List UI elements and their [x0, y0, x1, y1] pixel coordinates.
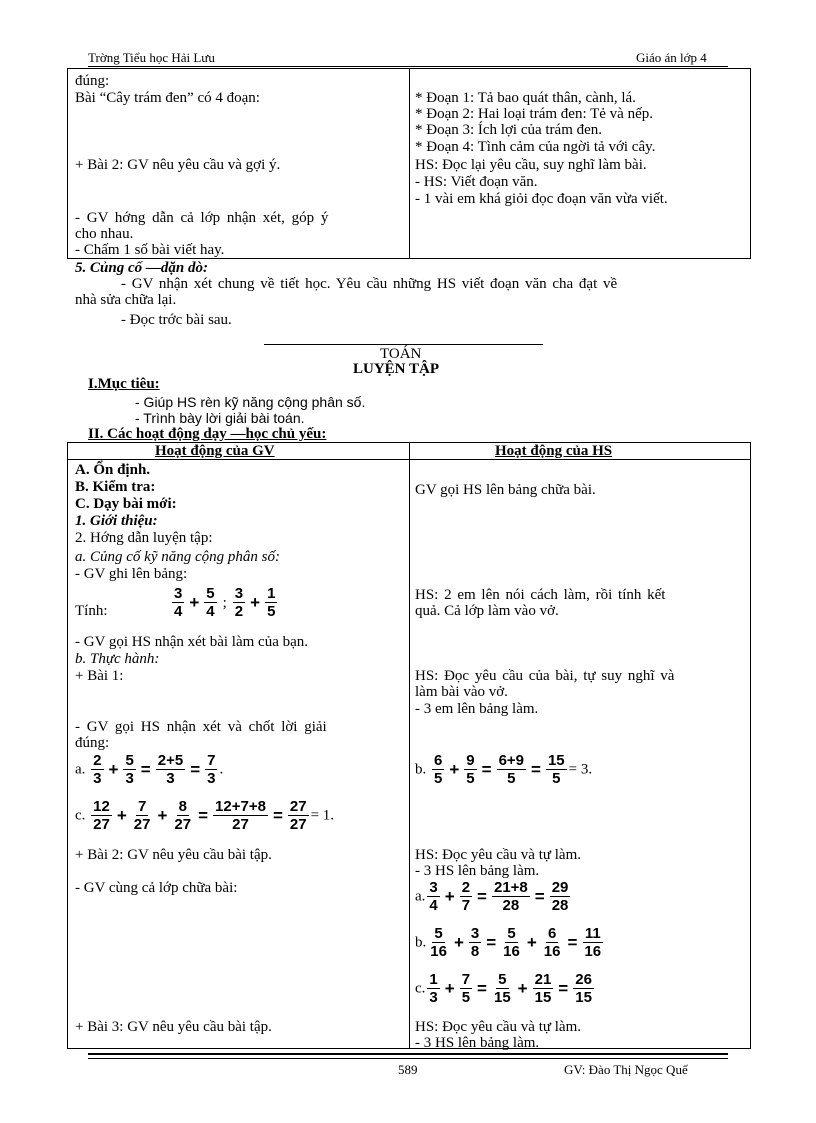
step-b: B. Kiểm tra: — [75, 479, 156, 495]
consolidation-line-2: - Đọc trớc bài sau. — [121, 312, 232, 328]
header-grade: Giáo án lớp 4 — [636, 50, 707, 65]
gv-call-2: đúng: — [75, 735, 110, 751]
fraction: $\frac{5}{15}$ — [493, 971, 511, 1006]
fraction: $\frac{3}{8}$ — [470, 925, 480, 960]
gv-fix: - GV cùng cả lớp chữa bài: — [75, 880, 238, 896]
hs-check: GV gọi HS lên bảng chữa bài. — [415, 482, 596, 498]
activities-title: II. Các hoạt động dạy —học chủ yếu: — [88, 426, 327, 442]
fraction: $\frac{5}{16}$ — [503, 925, 520, 960]
step-a: A. Ổn định. — [75, 462, 151, 478]
header-rule — [88, 66, 728, 67]
page-number: 589 — [398, 1062, 418, 1077]
fraction: $\frac{2}{7}$ — [461, 879, 471, 914]
fraction: $\frac{12+7+8}{27}$ — [215, 798, 266, 833]
exercise-a: a. $\frac{2}{3}$ + $\frac{5}{3}$ = $\frac{2+5}{3}$ = $\frac{7}{3}$ . — [75, 752, 224, 787]
bai-3-label: + Bài 3: GV nêu yêu cầu bài tập. — [75, 1019, 272, 1035]
hs-read-1: HS: Đọc yêu cầu của bài, tự suy nghĩ và — [415, 668, 675, 684]
hs-three-1: - 3 em lên bảng làm. — [415, 701, 539, 717]
bai-1-label: + Bài 1: — [75, 668, 124, 684]
bai-2-label: + Bài 2: GV nêu yêu cầu bài tập. — [75, 847, 272, 863]
paragraph-2: * Đoạn 2: Hai loại trám đen: Tẻ và nếp. — [415, 106, 653, 122]
top-right-line-1: HS: Đọc lại yêu cầu, suy nghĩ làm bài. — [415, 157, 647, 173]
fraction: $\frac{6+9}{5}$ — [498, 752, 525, 787]
fraction: $\frac{26}{15}$ — [575, 971, 592, 1006]
fraction: $\frac{1}{5}$ — [267, 585, 276, 620]
top-left-line-6: - Chấm 1 số bài viết hay. — [75, 242, 225, 258]
fraction: $\frac{9}{5}$ — [466, 752, 475, 787]
exercise-b: b. $\frac{6}{5}$ + $\frac{9}{5}$ = $\frac{6+9}{5}$ = $\frac{15}{5}$ = 3. — [415, 752, 593, 787]
fraction: $\frac{5}{4}$ — [206, 585, 215, 620]
hs-read-1b: làm bài vào vở. — [415, 684, 508, 700]
consolidation-title: 5. Củng cố —dặn dò: — [75, 260, 208, 276]
column-header-gv: Hoạt động của GV — [155, 443, 275, 459]
fraction: $\frac{3}{4}$ — [174, 585, 183, 620]
fraction: $\frac{11}{16}$ — [584, 925, 602, 960]
fraction: $\frac{3}{2}$ — [234, 585, 244, 620]
fraction: $\frac{2}{3}$ — [93, 752, 102, 787]
fraction: $\frac{1}{3}$ — [429, 971, 438, 1006]
gv-review: - GV gọi HS nhận xét bài làm của bạn. — [75, 634, 309, 650]
step-c2: 2. Hớng dẫn luyện tập: — [75, 530, 213, 546]
fraction: $\frac{6}{5}$ — [434, 752, 443, 787]
exercise-c: c. $\frac{12}{27}$ + $\frac{7}{27}$ + $\frac{8}{27}$ = $\frac{12+7+8}{27}$ = $\frac{27}{27}$ = 1. — [75, 798, 335, 833]
step-c1: 1. Giới thiệu: — [75, 513, 158, 529]
hs-three-2: - 3 HS lên bảng làm. — [415, 863, 540, 879]
top-left-line-5: cho nhau. — [75, 226, 134, 242]
column-header-hs: Hoạt động của HS — [495, 443, 613, 459]
fraction: $\frac{21}{15}$ — [534, 971, 552, 1006]
hs-two-2: quả. Cả lớp làm vào vở. — [415, 603, 559, 619]
top-left-line-4: - GV hớng dẫn cả lớp nhận xét, góp ý — [75, 210, 329, 226]
objective-1: - Giúp HS rèn kỹ năng cộng phân số. — [135, 394, 366, 410]
exercise-2c: c. $\frac{1}{3}$ + $\frac{7}{5}$ = $\frac{5}{15}$ + $\frac{21}{15}$ = $\frac{26}{15}$ — [415, 971, 592, 1006]
gv-call-1: - GV gọi HS nhận xét và chốt lời giải — [75, 719, 327, 735]
subject-title: TOÁN — [380, 346, 422, 362]
fraction: $\frac{15}{5}$ — [547, 752, 565, 787]
fraction: $\frac{7}{3}$ — [207, 752, 216, 787]
paragraph-4: * Đoạn 4: Tình cảm của ngời tả với cây. — [415, 139, 656, 155]
consolidation-line-1b: nhà sửa chữa lại. — [75, 292, 177, 308]
top-left-line-3: + Bài 2: GV nêu yêu cầu và gợi ý. — [75, 157, 281, 173]
objectives-title: I.Mục tiêu: — [88, 376, 160, 392]
fraction: $\frac{7}{5}$ — [461, 971, 471, 1006]
top-right-line-2: - HS: Viết đoạn văn. — [415, 174, 538, 190]
hs-two-1: HS: 2 em lên nói cách làm, rồi tính kết — [415, 587, 666, 603]
exercise-2a: a. $\frac{3}{4}$ + $\frac{2}{7}$ = $\frac{21+8}{28}$ = $\frac{29}{28}$ — [415, 879, 569, 914]
step-cb: b. Thực hành: — [75, 651, 160, 667]
tinh-expression: $\frac{3}{4}$ + $\frac{5}{4}$ ; $\frac{3}{2}$ + $\frac{1}{5}$ — [174, 585, 276, 620]
paragraph-1: * Đoạn 1: Tả bao quát thân, cành, lá. — [415, 90, 636, 106]
tinh-label: Tính: — [75, 603, 108, 619]
step-ca: a. Củng cố kỹ năng cộng phân số: — [75, 549, 280, 565]
teacher-name: GV: Đào Thị Ngọc Quế — [564, 1062, 688, 1077]
fraction: $\frac{21+8}{28}$ — [493, 879, 528, 914]
paragraph-3: * Đoạn 3: Ích lợi của trám đen. — [415, 122, 603, 138]
fraction: $\frac{3}{4}$ — [429, 879, 438, 914]
fraction: $\frac{27}{27}$ — [289, 798, 307, 833]
top-right-line-3: - 1 vài em khá giỏi đọc đoạn văn vừa viết. — [415, 191, 668, 207]
hs-self-3: HS: Đọc yêu cầu và tự làm. — [415, 1019, 582, 1035]
hs-self-2: HS: Đọc yêu cầu và tự làm. — [415, 847, 582, 863]
section-divider — [264, 344, 543, 345]
header-school: Trờng Tiểu học Hải Lưu — [88, 50, 215, 65]
hs-three-3: - 3 HS lên bảng làm. — [415, 1035, 540, 1051]
lesson-title: LUYỆN TẬP — [353, 361, 439, 377]
top-left-line-1: đúng: — [75, 73, 110, 89]
fraction: $\frac{5}{16}$ — [430, 925, 447, 960]
objective-2: - Trình bày lời giải bài toán. — [135, 410, 305, 426]
fraction: $\frac{8}{27}$ — [174, 798, 192, 833]
consolidation-line-1: - GV nhận xét chung về tiết học. Yêu cầu những HS viết đoạn văn cha đạt về — [121, 276, 618, 292]
exercise-2b: b. $\frac{5}{16}$ + $\frac{3}{8}$ = $\frac{5}{16}$ + $\frac{6}{16}$ = $\frac{11}{16}$ — [415, 925, 602, 960]
top-left-line-2: Bài “Cây trám đen” có 4 đoạn: — [75, 90, 260, 106]
fraction: $\frac{7}{27}$ — [133, 798, 151, 833]
fraction: $\frac{2+5}{3}$ — [157, 752, 184, 787]
fraction: $\frac{12}{27}$ — [93, 798, 110, 833]
step-c: C. Dạy bài mới: — [75, 496, 177, 512]
gv-write: - GV ghi lên bảng: — [75, 566, 188, 582]
fraction: $\frac{6}{16}$ — [543, 925, 561, 960]
fraction: $\frac{5}{3}$ — [125, 752, 134, 787]
fraction: $\frac{29}{28}$ — [551, 879, 569, 914]
